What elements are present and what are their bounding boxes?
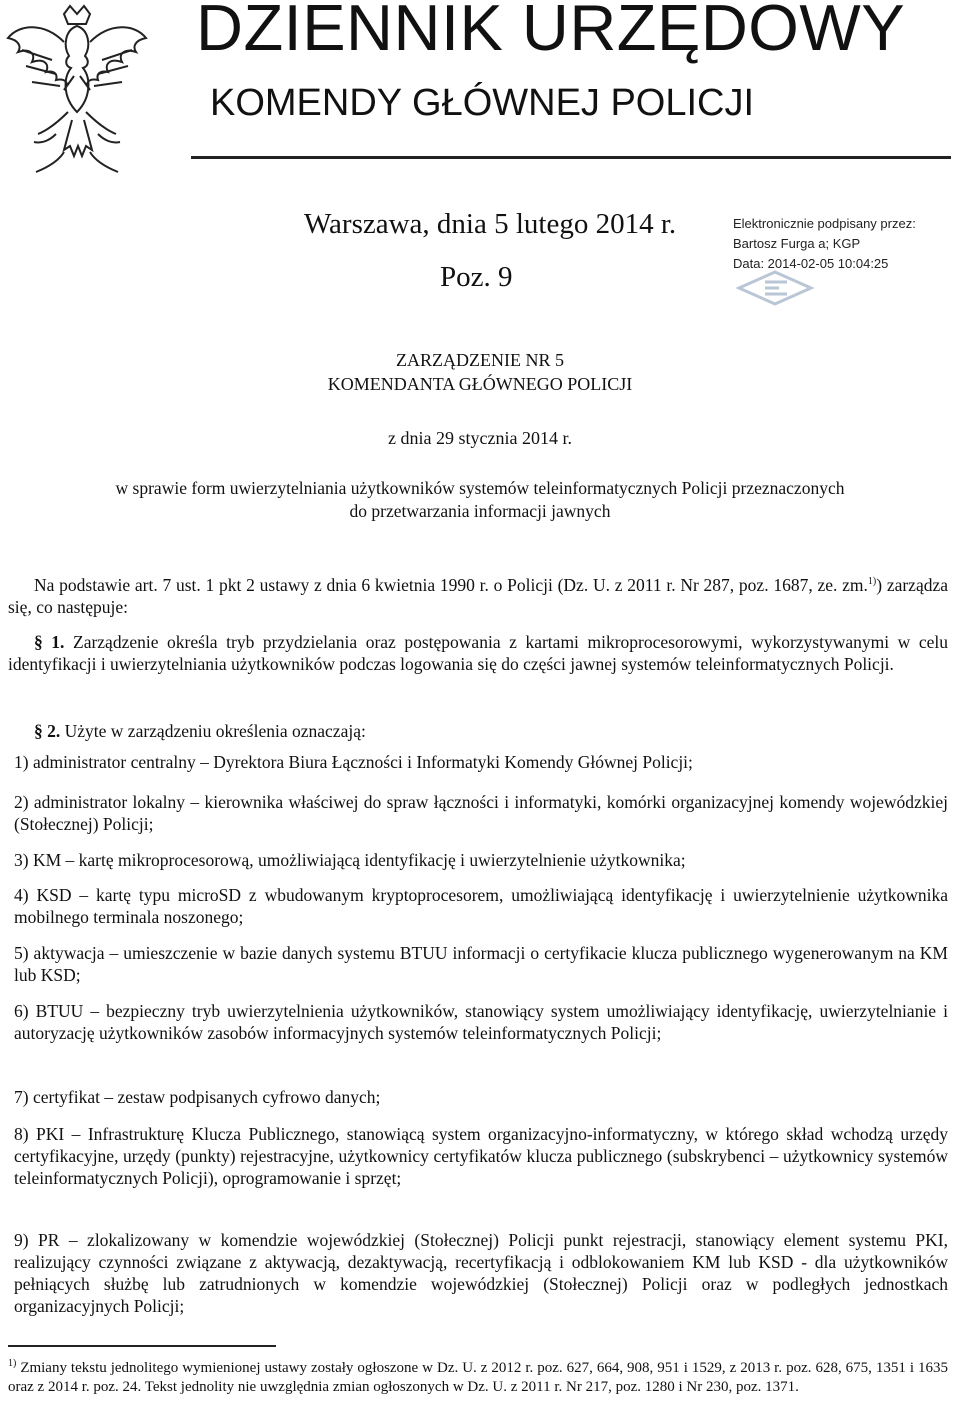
journal-title: DZIENNIK URZĘDOWY xyxy=(196,0,906,64)
paragraph-1-text: Zarządzenie określa tryb przydzielania oraz postępowania z kartami mikroprocesorowymi, wykorzystywanymi w celu identyfikacji i uwierzytelniania użytkowników podczas logowania się do części jawnej systemów teleinformatycznych Policji. xyxy=(8,632,949,674)
preamble-end: ) zarządza się, co następuje: xyxy=(8,574,948,617)
signature-line-2: Bartosz Furga a; KGP xyxy=(733,236,861,251)
position-number: Poz. 9 xyxy=(440,261,513,293)
definition-item-9: 9) PR – zlokalizowany w komendzie wojewódzkiej (Stołecznej) Policji punkt rejestracji, stanowiący element systemu PKI, realizujący czynności związane z aktywacją, dezaktywacją, recertyfikacją i odblokowaniem KM lub KSD - dla użytkowników pełniących służbę lub zatrudnionych w komendzie wojewódzkiej (Stołecznej) Policji oraz w podległych jednostkach organizacyjnych Policji; xyxy=(14,1230,948,1316)
act-title: ZARZĄDZENIE NR 5 xyxy=(396,350,564,370)
polish-eagle-emblem-icon xyxy=(2,2,152,182)
act-date: z dnia 29 stycznia 2014 r. xyxy=(388,428,572,448)
paragraph-2-text: Użyte w zarządzeniu określenia oznaczają: xyxy=(64,721,366,741)
act-subject-line-1: w sprawie form uwierzytelniania użytkowników systemów teleinformatycznych Policji przeznaczonych xyxy=(115,478,845,498)
act-subject-line-2: do przetwarzania informacji jawnych xyxy=(349,501,611,521)
header-rule xyxy=(191,156,951,159)
paragraph-2 xyxy=(8,720,948,742)
paragraph-2-label: § 2. xyxy=(34,721,61,741)
footnote xyxy=(8,1354,948,1397)
electronic-signature xyxy=(733,214,916,274)
footnote-rule xyxy=(8,1345,276,1347)
definition-item-2: 2) administrator lokalny – kierownika właściwej do spraw łączności i informatyki, komórki organizacyjnej komendy wojewódzkiej (Stołecznej) Policji; xyxy=(14,792,948,834)
definition-item-6: 6) BTUU – bezpieczny tryb uwierzytelnienia użytkowników, stanowiący system umożliwiający identyfikację, uwierzytelnianie i autoryzację użytkowników zasobów informacyjnych systemów teleinformatycznych Policji; xyxy=(14,1001,948,1043)
paragraph-1 xyxy=(8,631,948,675)
preamble-text: Na podstawie art. 7 ust. 1 pkt 2 ustawy z dnia 6 kwietnia 1990 r. o Policji (Dz. U. z 2011 r. Nr 287, poz. 1687, ze. zm. xyxy=(34,574,868,595)
footnote-text: Zmiany tekstu jednolitego wymienionej ustawy zostały ogłoszone w Dz. U. z 2012 r. poz. 627, 664, 908, 951 i 1529, z 2013 r. poz. 628, 675, 1351 i 1635 oraz z 2014 r. poz. 24. Tekst jednolity nie uwzględnia zmian ogłoszonych w Dz. U. z 2011 r. Nr 217, poz. 1280 i Nr 230, poz. 1371. xyxy=(8,1360,948,1395)
definition-item-1: 1) administrator centralny – Dyrektora Biura Łączności i Informatyki Komendy Głównej Policji; xyxy=(14,752,693,772)
preamble xyxy=(8,571,948,618)
signature-line-3: Data: 2014-02-05 10:04:25 xyxy=(733,256,889,271)
footnote-ref[interactable]: 1) xyxy=(867,576,877,587)
definition-item-8: 8) PKI – Infrastrukturę Klucza Publicznego, stanowiącą system organizacyjno-informatyczny, w którego skład wchodzą urzędy certyfikacyjne, urzędy (punkty) rejestracyjne, użytkownicy certyfikatów klucza publicznego (subskrybenci – użytkownicy systemów teleinformatycznych Policji), oprogramowanie i sprzęt; xyxy=(14,1124,948,1188)
footnote-marker: 1) xyxy=(8,1358,17,1369)
definition-item-3: 3) KM – kartę mikroprocesorową, umożliwiającą identyfikację i uwierzytelnienie użytkownika; xyxy=(14,850,686,870)
issue-date: Warszawa, dnia 5 lutego 2014 r. xyxy=(304,208,677,240)
signature-stamp-icon xyxy=(735,268,815,308)
signature-line-1: Elektronicznie podpisany przez: xyxy=(733,216,916,231)
journal-subtitle: KOMENDY GŁÓWNEJ POLICJI xyxy=(210,82,755,124)
definition-item-4: 4) KSD – kartę typu microSD z wbudowanym kryptoprocesorem, umożliwiającą identyfikację i uwierzytelnienie użytkownika mobilnego terminala noszonego; xyxy=(14,885,948,927)
definition-item-7: 7) certyfikat – zestaw podpisanych cyfrowo danych; xyxy=(14,1087,381,1107)
definition-item-5: 5) aktywacja – umieszczenie w bazie danych systemu BTUU informacji o certyfikacie klucza publicznego wygenerowanym na KM lub KSD; xyxy=(14,943,948,985)
act-issuer: KOMENDANTA GŁÓWNEGO POLICJI xyxy=(327,374,633,394)
paragraph-1-label: § 1. xyxy=(34,632,65,652)
